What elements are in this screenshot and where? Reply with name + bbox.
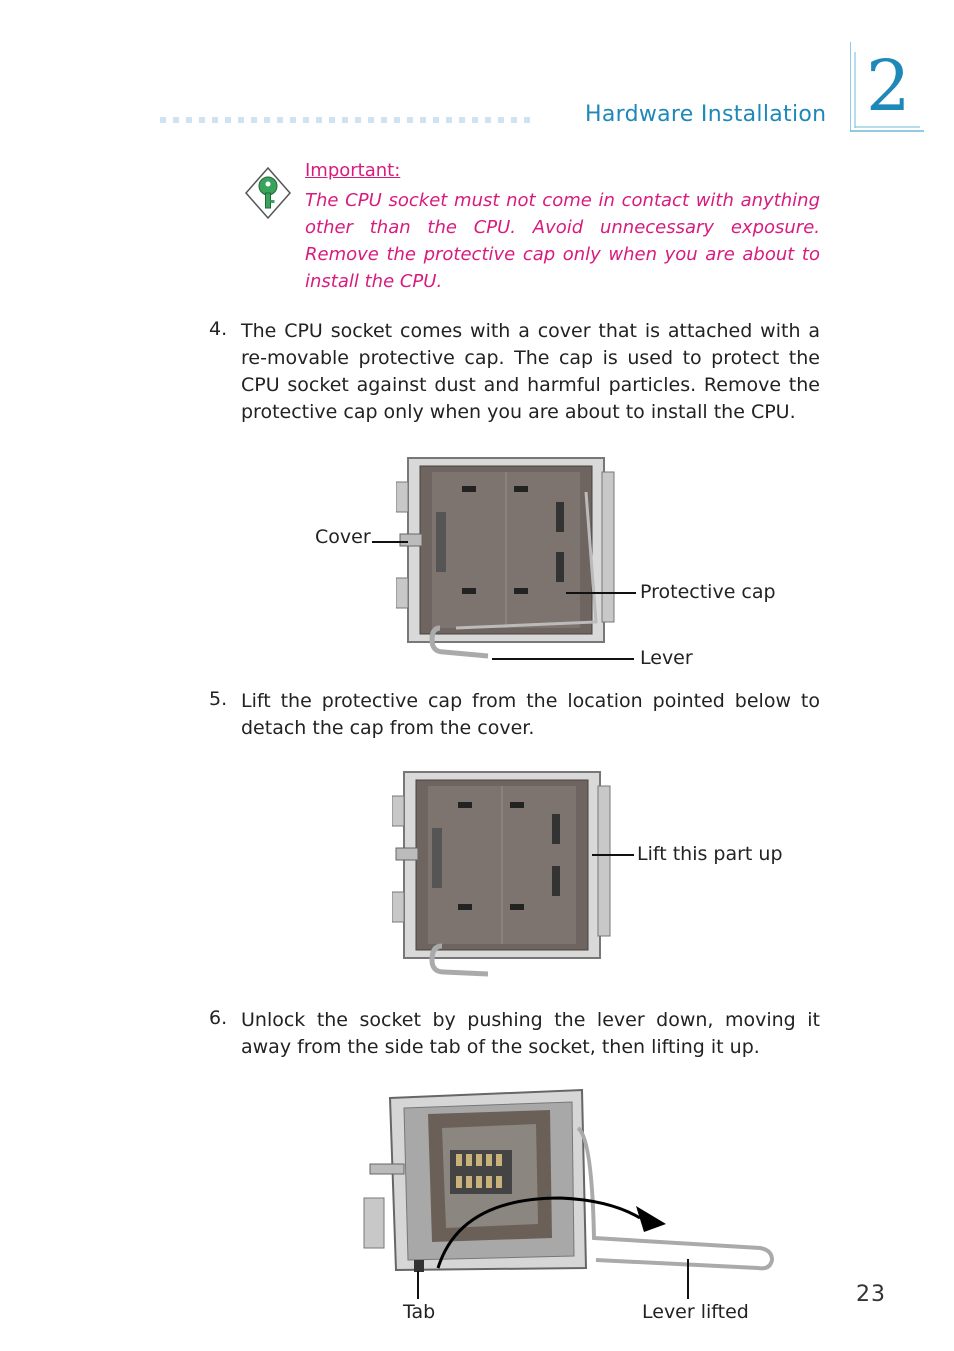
header-dot bbox=[264, 117, 270, 123]
header-dot bbox=[459, 117, 465, 123]
step-5-number: 5. bbox=[209, 688, 228, 710]
header-dot bbox=[446, 117, 452, 123]
socket-cover-image bbox=[396, 452, 616, 664]
step-6-text: Unlock the socket by pushing the lever down, moving it away from the side tab of the socket, then lifting it up. bbox=[241, 1009, 820, 1058]
header-dot bbox=[433, 117, 439, 123]
header-dot bbox=[225, 117, 231, 123]
callout-cover-line bbox=[372, 541, 408, 543]
header-dot bbox=[316, 117, 322, 123]
header-dot bbox=[472, 117, 478, 123]
page-number: 23 bbox=[856, 1282, 886, 1307]
header-dot bbox=[342, 117, 348, 123]
header-dot-rule bbox=[160, 117, 530, 123]
header-dot bbox=[420, 117, 426, 123]
header-dot bbox=[199, 117, 205, 123]
header-dot bbox=[329, 117, 335, 123]
header-dot bbox=[173, 117, 179, 123]
socket-lever-lifted-image bbox=[360, 1088, 784, 1280]
important-title: Important: bbox=[305, 160, 401, 181]
section-title: Hardware Installation bbox=[585, 102, 827, 127]
header-dot bbox=[290, 117, 296, 123]
callout-lift-line bbox=[592, 854, 634, 856]
step-6-number: 6. bbox=[209, 1007, 228, 1029]
header-dot bbox=[485, 117, 491, 123]
header-dot bbox=[186, 117, 192, 123]
header-dot bbox=[251, 117, 257, 123]
header-dot bbox=[238, 117, 244, 123]
callout-tab-line bbox=[417, 1271, 419, 1299]
header-dot bbox=[381, 117, 387, 123]
header-dot bbox=[277, 117, 283, 123]
header-dot bbox=[511, 117, 517, 123]
header-dot bbox=[212, 117, 218, 123]
header-dot bbox=[498, 117, 504, 123]
header-dot bbox=[368, 117, 374, 123]
callout-lever-lifted-line bbox=[687, 1259, 689, 1299]
important-text: The CPU socket must not come in contact with anything other than the CPU. Avoid unnecessary exposure. Remove the protective cap only when you are about to install the CPU. bbox=[305, 190, 820, 292]
header-dot bbox=[160, 117, 166, 123]
step-4-text: The CPU socket comes with a cover that is attached with a re-movable protective cap. The cap is used to protect the CPU socket against dust and harmful particles. Remove the protective cap only when you are about to install the CPU. bbox=[241, 320, 820, 423]
header-dot bbox=[394, 117, 400, 123]
step-5-text: Lift the protective cap from the location pointed below to detach the cap from the cover. bbox=[241, 690, 820, 739]
callout-protective-cap-line bbox=[566, 592, 636, 594]
callout-protective-cap: Protective cap bbox=[640, 581, 776, 603]
header-dot bbox=[524, 117, 530, 123]
header-dot bbox=[355, 117, 361, 123]
callout-lever-line bbox=[492, 658, 634, 660]
header-dot bbox=[407, 117, 413, 123]
callout-lever: Lever bbox=[640, 647, 693, 669]
socket-lift-cap-image bbox=[392, 768, 614, 980]
key-icon bbox=[244, 166, 292, 220]
callout-lever-lifted: Lever lifted bbox=[642, 1301, 749, 1323]
callout-cover: Cover bbox=[315, 526, 371, 548]
header-dot bbox=[303, 117, 309, 123]
callout-tab: Tab bbox=[403, 1301, 436, 1323]
callout-lift-part: Lift this part up bbox=[637, 843, 783, 865]
step-4-number: 4. bbox=[209, 318, 228, 340]
chapter-number: 2 bbox=[866, 45, 911, 127]
